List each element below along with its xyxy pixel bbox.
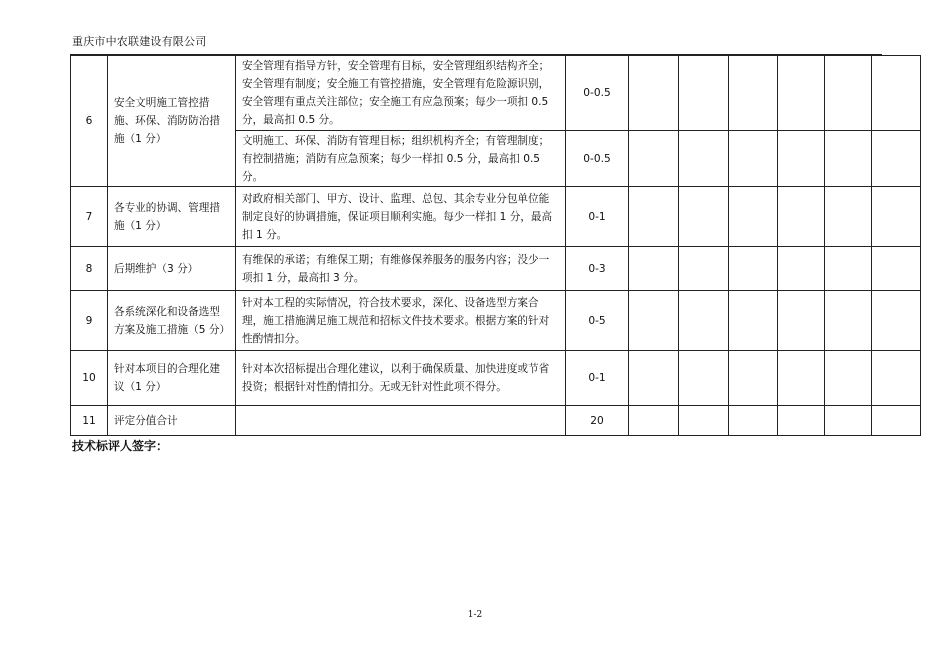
score-cell	[679, 351, 729, 406]
score-cell	[872, 247, 921, 291]
score-range: 0-5	[566, 291, 629, 351]
score-range: 0-0.5	[566, 56, 629, 131]
score-cell	[629, 291, 679, 351]
score-cell	[679, 291, 729, 351]
score-cell	[872, 291, 921, 351]
total-score: 20	[566, 406, 629, 436]
score-cell	[825, 131, 872, 187]
score-cell	[825, 291, 872, 351]
evaluation-table	[70, 55, 921, 436]
score-cell	[872, 406, 921, 436]
criteria-cell: 安全管理有指导方针，安全管理有目标，安全管理组织结构齐全；安全管理有制度；安全施工有管控措施，安全管理有危险源识别，安全管理有重点关注部位；安全施工有应急预案；每少一项扣 0.5 分，最高扣 0.5 分。	[236, 56, 566, 131]
row-number: 10	[71, 351, 108, 406]
score-cell	[778, 247, 825, 291]
score-cell	[629, 131, 679, 187]
score-cell	[778, 187, 825, 247]
score-cell	[629, 406, 679, 436]
item-name: 各专业的协调、管理措施（1 分）	[108, 187, 236, 247]
row-number: 7	[71, 187, 108, 247]
table-row	[71, 247, 921, 291]
score-cell	[729, 406, 778, 436]
company-header: 重庆市中农联建设有限公司	[72, 35, 207, 48]
score-cell	[729, 351, 778, 406]
score-cell	[629, 351, 679, 406]
score-cell	[778, 131, 825, 187]
criteria-cell: 针对本工程的实际情况，符合技术要求，深化、设备选型方案合理，施工措施满足施工规范和招标文件技术要求。根据方案的针对性酌情扣分。	[236, 291, 566, 351]
item-name: 后期维护（3 分）	[108, 247, 236, 291]
signature-label: 技术标评人签字：	[72, 439, 169, 453]
score-range: 0-0.5	[566, 131, 629, 187]
table-row	[71, 351, 921, 406]
score-cell	[629, 187, 679, 247]
criteria-cell: 文明施工、环保、消防有管理目标；组织机构齐全；有管理制度；有控制措施；消防有应急预案；每少一样扣 0.5 分，最高扣 0.5 分。	[236, 131, 566, 187]
score-cell	[825, 187, 872, 247]
table-row	[71, 187, 921, 247]
score-cell	[729, 247, 778, 291]
score-cell	[778, 56, 825, 131]
score-cell	[679, 56, 729, 131]
item-name: 评定分值合计	[108, 406, 236, 436]
score-cell	[778, 291, 825, 351]
score-cell	[679, 131, 729, 187]
item-name: 针对本项目的合理化建议（1 分）	[108, 351, 236, 406]
score-range: 0-3	[566, 247, 629, 291]
row-number: 6	[71, 56, 108, 187]
score-cell	[872, 187, 921, 247]
score-cell	[778, 351, 825, 406]
score-range: 0-1	[566, 187, 629, 247]
row-number: 9	[71, 291, 108, 351]
score-range: 0-1	[566, 351, 629, 406]
score-cell	[629, 56, 679, 131]
score-cell	[679, 406, 729, 436]
page-number: 1-2	[467, 610, 483, 620]
row-number: 8	[71, 247, 108, 291]
score-cell	[729, 131, 778, 187]
score-cell	[825, 247, 872, 291]
score-cell	[872, 56, 921, 131]
row-number: 11	[71, 406, 108, 436]
table-row	[71, 56, 921, 131]
score-cell	[825, 406, 872, 436]
criteria-cell: 对政府相关部门、甲方、设计、监理、总包、其余专业分包单位能制定良好的协调措施，保证项目顺利实施。每少一样扣 1 分，最高扣 1 分。	[236, 187, 566, 247]
score-cell	[729, 187, 778, 247]
score-cell	[872, 131, 921, 187]
criteria-cell: 针对本次招标提出合理化建议，以利于确保质量、加快进度或节省投资；根据针对性酌情扣分。无或无针对性此项不得分。	[236, 351, 566, 406]
criteria-cell	[236, 406, 566, 436]
score-cell	[872, 351, 921, 406]
score-cell	[825, 56, 872, 131]
score-cell	[679, 247, 729, 291]
score-cell	[679, 187, 729, 247]
item-name: 安全文明施工管控措施、环保、消防防治措施（1 分）	[108, 56, 236, 187]
criteria-cell: 有维保的承诺；有维保工期；有维修保养服务的服务内容；没少一项扣 1 分，最高扣 3 分。	[236, 247, 566, 291]
score-cell	[825, 351, 872, 406]
table-row	[71, 291, 921, 351]
score-cell	[778, 406, 825, 436]
item-name: 各系统深化和设备选型方案及施工措施（5 分）	[108, 291, 236, 351]
score-cell	[729, 291, 778, 351]
table-row-total	[71, 406, 921, 436]
score-cell	[629, 247, 679, 291]
score-cell	[729, 56, 778, 131]
